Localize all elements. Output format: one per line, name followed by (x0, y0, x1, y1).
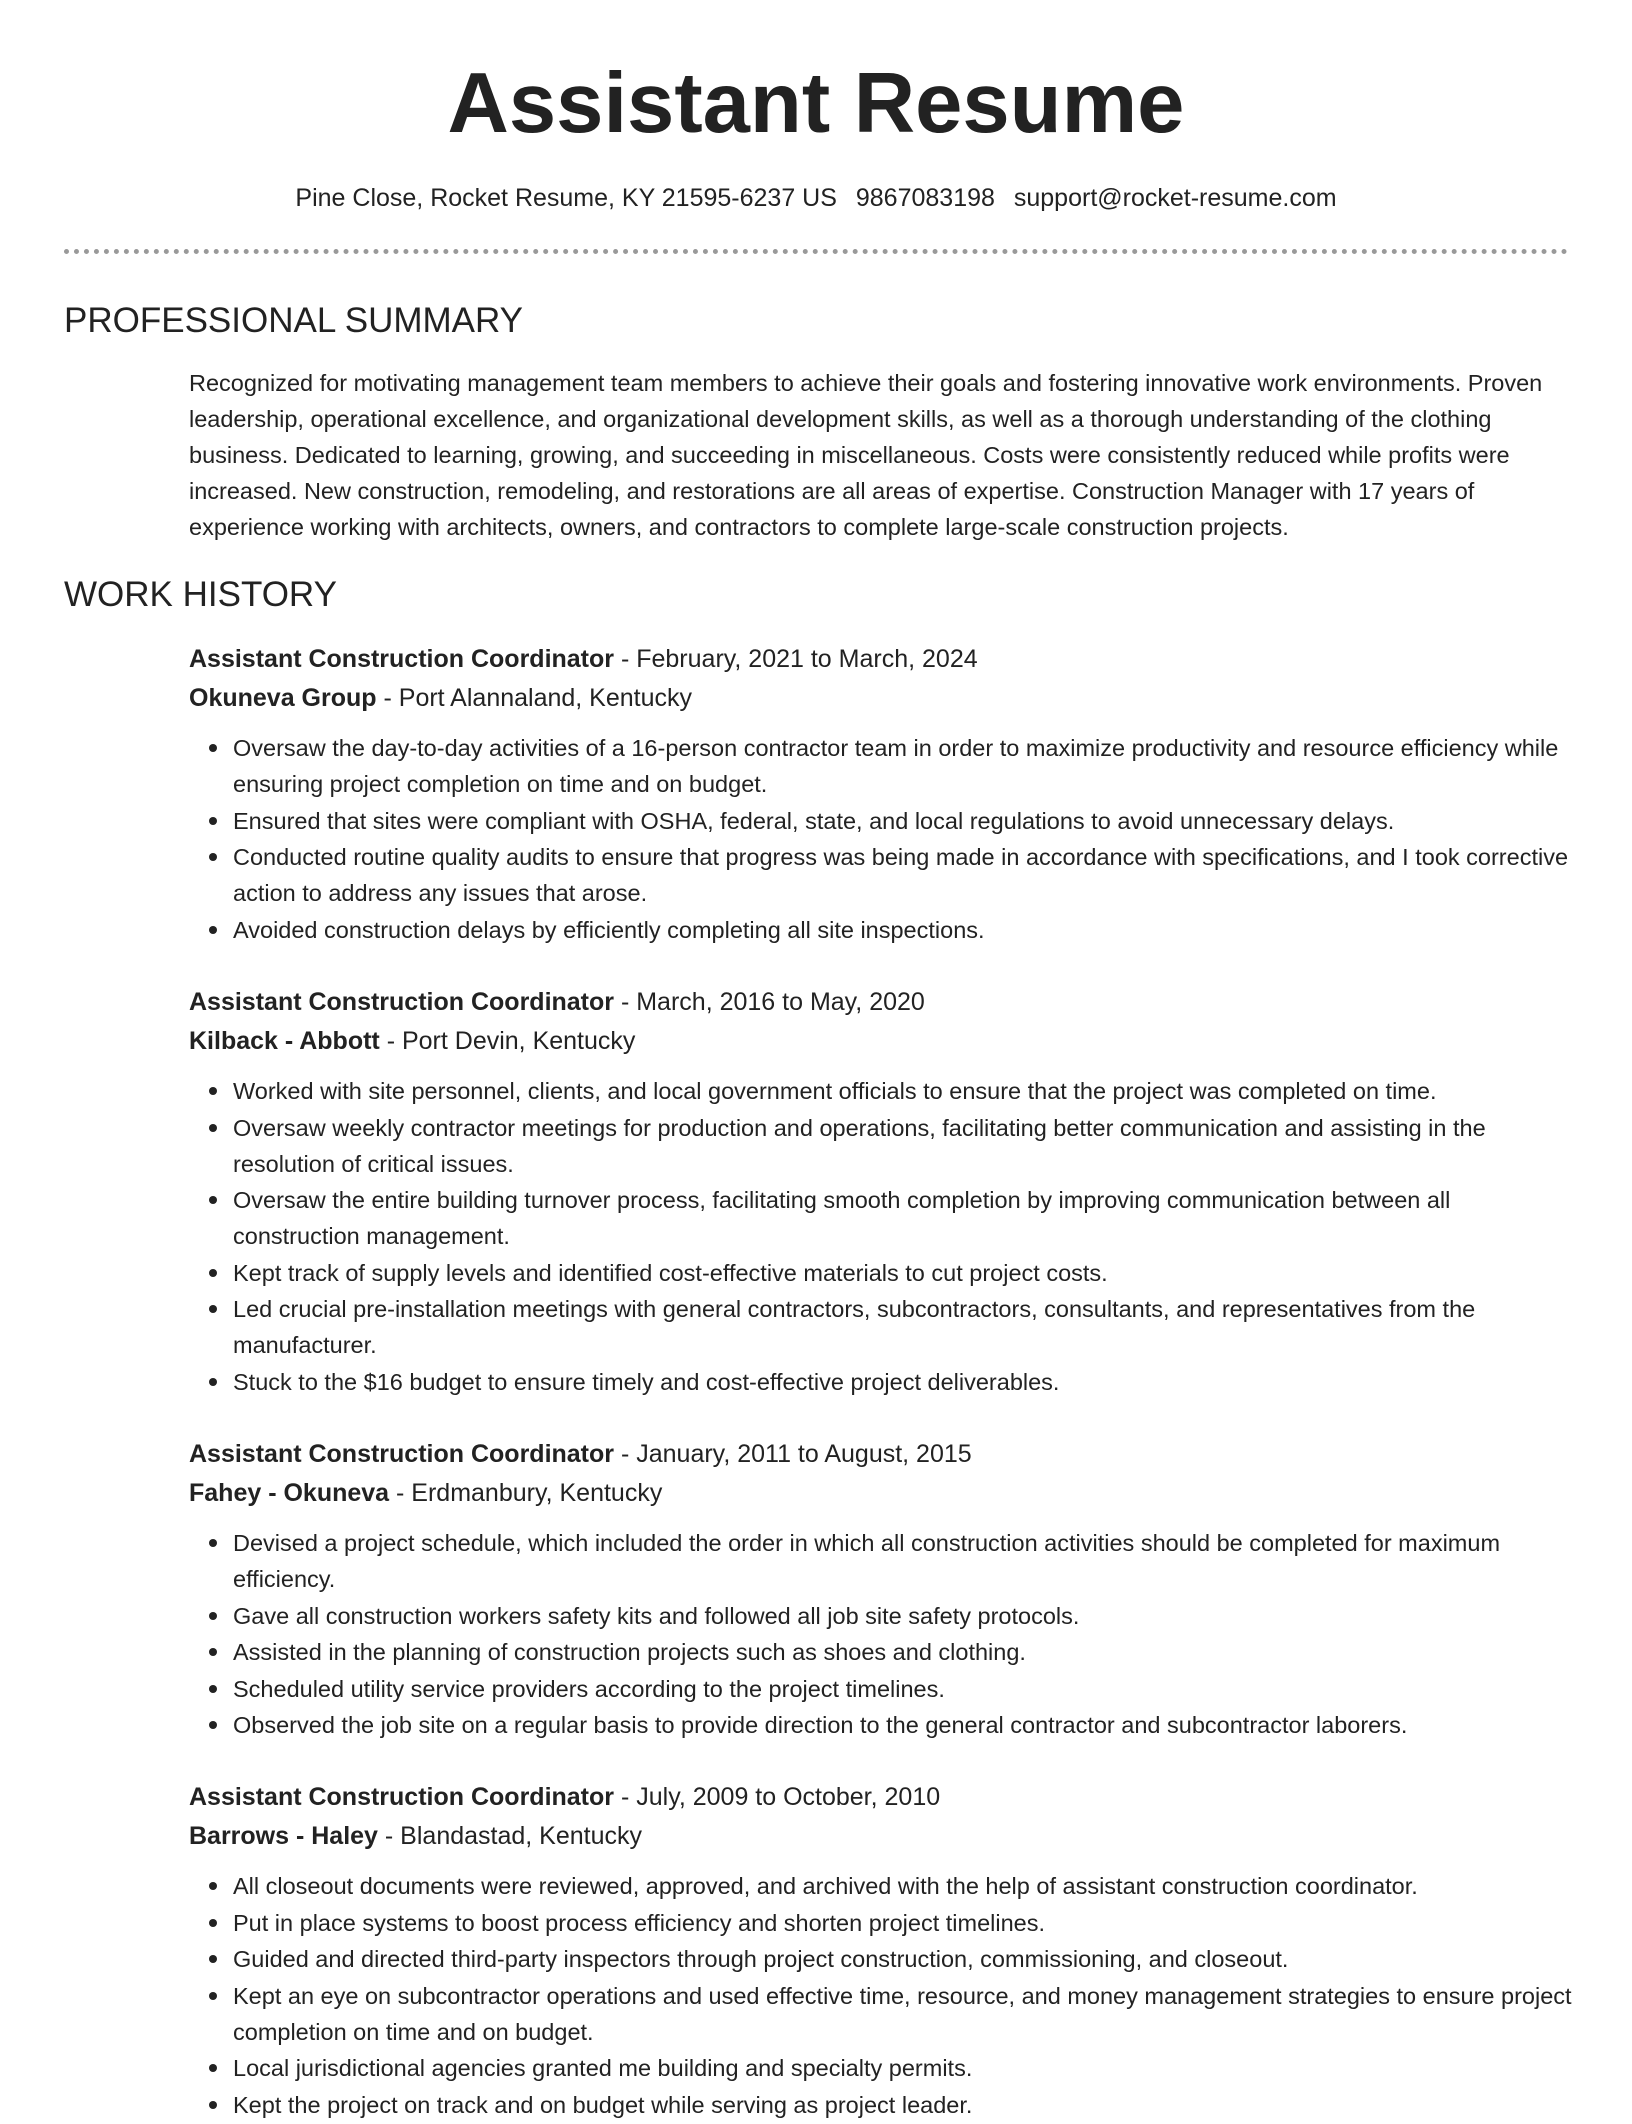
job-bullet: Kept track of supply levels and identified cost-effective materials to cut project costs. (233, 1255, 1574, 1291)
job-title: Assistant Construction Coordinator (189, 1440, 615, 1468)
job-company: Fahey - Okuneva (189, 1479, 390, 1507)
job-company: Barrows - Haley (189, 1822, 378, 1850)
job-bullet: Gave all construction workers safety kits and followed all job site safety protocols. (233, 1598, 1574, 1634)
job-bullet: Oversaw weekly contractor meetings for production and operations, facilitating better communication and assisting in the resolution of critical issues. (233, 1110, 1574, 1182)
job-title-line (189, 1778, 1574, 1817)
job-company: Okuneva Group (189, 684, 377, 712)
job-bullets (189, 730, 1574, 948)
job-entry (189, 983, 1574, 1401)
job-bullet: Ensured that sites were compliant with OSHA, federal, state, and local regulations to avoid unnecessary delays. (233, 803, 1574, 839)
job-bullet: Observed the job site on a regular basis to provide direction to the general contractor and subcontractor laborers. (233, 1707, 1574, 1743)
job-bullet: Conducted routine quality audits to ensure that progress was being made in accordance with specifications, and I took corrective action to address any issues that arose. (233, 839, 1574, 911)
job-company-line (189, 1817, 1574, 1856)
work-history-heading: WORK HISTORY (64, 575, 337, 614)
job-bullet: Oversaw the day-to-day activities of a 16-person contractor team in order to maximize productivity and resource efficiency while ensuring project completion on time and on budget. (233, 730, 1574, 802)
job-bullet: Avoided construction delays by efficiently completing all site inspections. (233, 912, 1574, 948)
job-location: - Port Devin, Kentucky (379, 1027, 636, 1055)
job-location: - Erdmanbury, Kentucky (389, 1479, 663, 1507)
job-company-line (189, 1474, 1574, 1513)
job-title: Assistant Construction Coordinator (189, 1783, 615, 1811)
resume-title: Assistant Resume (447, 56, 1185, 151)
job-title: Assistant Construction Coordinator (189, 988, 615, 1016)
job-company: Kilback - Abbott (189, 1027, 380, 1055)
job-dates: - February, 2021 to March, 2024 (614, 645, 978, 673)
job-location: - Blandastad, Kentucky (377, 1822, 643, 1850)
job-dates: - July, 2009 to October, 2010 (614, 1783, 941, 1811)
job-title: Assistant Construction Coordinator (189, 645, 615, 673)
job-bullet: Scheduled utility service providers according to the project timelines. (233, 1671, 1574, 1707)
summary-heading: PROFESSIONAL SUMMARY (64, 301, 523, 340)
job-entry (189, 1435, 1574, 1744)
job-bullets (189, 1868, 1574, 2123)
job-entry (189, 1778, 1574, 2124)
job-title-line (189, 983, 1574, 1022)
job-title-line (189, 640, 1574, 679)
job-bullet: Guided and directed third-party inspectors through project construction, commissioning, and closeout. (233, 1941, 1574, 1977)
summary-text: Recognized for motivating management team members to achieve their goals and fostering innovative work environments. Proven leadership, operational excellence, and organizational development skills, as well as a thorough understanding of the clothing business. Dedicated to learning, growing, and succeeding in miscellaneous. Costs were consistently reduced while profits were increased. New construction, remodeling, and restorations are all areas of expertise. Construction Manager with 17 years of experience working with architects, owners, and contractors to complete large-scale construction projects. (189, 370, 1543, 540)
job-bullet: Worked with site personnel, clients, and local government officials to ensure that the project was completed on time. (233, 1073, 1574, 1109)
job-dates: - January, 2011 to August, 2015 (614, 1440, 972, 1468)
contact-address: Pine Close, Rocket Resume, KY 21595-6237 US (295, 184, 837, 212)
contact-phone: 9867083198 (855, 184, 995, 212)
contact-info (0, 180, 1632, 216)
job-bullets (189, 1525, 1574, 1743)
job-bullets (189, 1073, 1574, 1400)
header-divider (64, 249, 1568, 254)
job-bullet: Stuck to the $16 budget to ensure timely and cost-effective project deliverables. (233, 1364, 1574, 1400)
job-bullet: Led crucial pre-installation meetings with general contractors, subcontractors, consultants, and representatives from the manufacturer. (233, 1291, 1574, 1363)
contact-email: support@rocket-resume.com (1013, 184, 1337, 212)
job-company-line (189, 679, 1574, 718)
job-location: - Port Alannaland, Kentucky (376, 684, 693, 712)
job-bullet: Devised a project schedule, which included the order in which all construction activities should be completed for maximum efficiency. (233, 1525, 1574, 1597)
job-bullet: Kept the project on track and on budget while serving as project leader. (233, 2087, 1574, 2123)
job-bullet: Put in place systems to boost process efficiency and shorten project timelines. (233, 1905, 1574, 1941)
job-company-line (189, 1022, 1574, 1061)
job-bullet: Kept an eye on subcontractor operations and used effective time, resource, and money management strategies to ensure project completion on time and on budget. (233, 1978, 1574, 2050)
job-bullet: Local jurisdictional agencies granted me building and specialty permits. (233, 2050, 1574, 2086)
job-bullet: Assisted in the planning of construction projects such as shoes and clothing. (233, 1634, 1574, 1670)
job-entry (189, 640, 1574, 948)
job-bullet: Oversaw the entire building turnover process, facilitating smooth completion by improving communication between all construction management. (233, 1182, 1574, 1254)
job-bullet: All closeout documents were reviewed, approved, and archived with the help of assistant construction coordinator. (233, 1868, 1574, 1904)
job-dates: - March, 2016 to May, 2020 (614, 988, 925, 1016)
job-title-line (189, 1435, 1574, 1474)
